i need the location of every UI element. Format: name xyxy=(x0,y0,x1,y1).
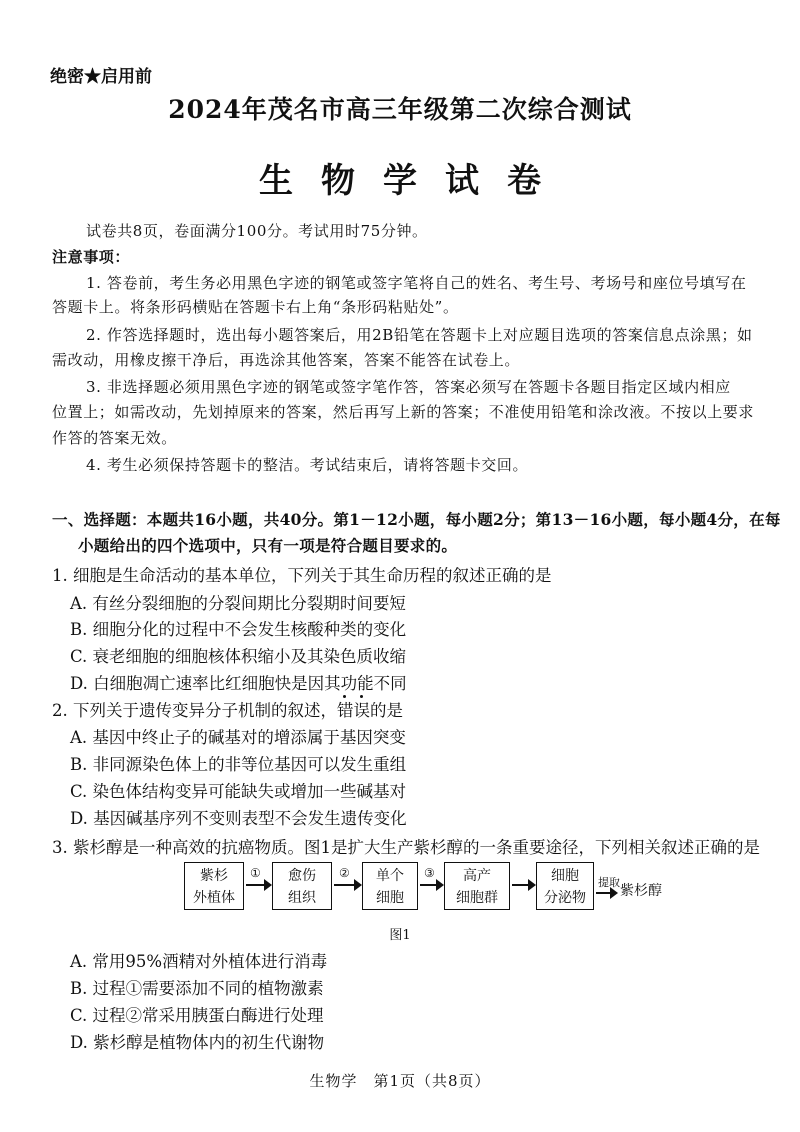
question-3-option-b: B. 过程①需要添加不同的植物激素 xyxy=(70,979,324,998)
step-1-label: ① xyxy=(250,866,261,880)
note-line: 作答的答案无效。 xyxy=(52,429,177,447)
arrow xyxy=(246,884,270,886)
confidential-label: 绝密★启用前 xyxy=(50,67,152,87)
question-1-option-a: A. 有丝分裂细胞的分裂间期比分裂期时间要短 xyxy=(70,594,406,613)
note-line: 2. 作答选择题时，选出每小题答案后，用2B铅笔在答题卡上对应题目选项的答案信息点涂黑；如 xyxy=(86,326,753,344)
note-line: 3. 非选择题必须用黑色字迹的钢笔或签字笔作答，答案必须写在答题卡各题目指定区域内相应 xyxy=(86,378,731,396)
taxol-product-label: 紫杉醇 xyxy=(620,883,662,899)
high-yield-cell-group-box: 高产 细胞群 xyxy=(444,862,510,910)
question-1-option-b: B. 细胞分化的过程中不会发生核酸种类的变化 xyxy=(70,620,407,639)
question-1-stem: 1. 细胞是生命活动的基本单位，下列关于其生命历程的叙述正确的是 xyxy=(52,566,552,585)
arrow xyxy=(420,884,442,886)
exam-title: 2024年茂名市高三年级第二次综合测试 xyxy=(168,95,632,124)
emphasis-word: 错误 xyxy=(337,701,370,720)
section-heading-cont: 小题给出的四个选项中，只有一项是符合题目要求的。 xyxy=(78,536,458,555)
question-1-option-d: D. 白细胞凋亡速率比红细胞快是因其功能不同 xyxy=(70,674,407,693)
section-heading: 一、选择题：本题共16小题，共40分。第1－12小题，每小题2分；第13－16小题，每小题4分，在每 xyxy=(52,510,781,529)
page-footer: 生物学 第1页（共8页） xyxy=(309,1072,491,1090)
question-2-option-a: A. 基因中终止子的碱基对的增添属于基因突变 xyxy=(70,728,406,747)
notes-heading: 注意事项： xyxy=(52,248,131,266)
note-line: 1. 答卷前，考生务必用黑色字迹的钢笔或签字笔将自己的姓名、考生号、考场号和座位号填写在 xyxy=(86,274,747,292)
note-line: 位置上；如需改动，先划掉原来的答案，然后再写上新的答案；不准使用铅笔和涂改液。不按以上要求 xyxy=(52,403,755,421)
note-line: 答题卡上。将条形码横贴在答题卡右上角“条形码粘贴处”。 xyxy=(52,298,459,316)
emphasis-dot xyxy=(360,695,363,698)
single-cell-box: 单个 细胞 xyxy=(362,862,418,910)
exam-intro: 试卷共8页，卷面满分100分。考试用时75分钟。 xyxy=(86,222,428,240)
question-3-option-c: C. 过程②常采用胰蛋白酶进行处理 xyxy=(70,1006,324,1025)
subject-title: 生物学试卷 xyxy=(259,161,569,201)
figure-caption: 图1 xyxy=(389,928,411,943)
cell-secretion-box: 细胞 分泌物 xyxy=(536,862,594,910)
question-2-stem-tail: 的是 xyxy=(370,701,403,720)
step-2-label: ② xyxy=(339,866,350,880)
arrow xyxy=(334,884,360,886)
arrow xyxy=(596,892,616,894)
step-3-label: ③ xyxy=(424,866,435,880)
question-2-option-c: C. 染色体结构变异可能缺失或增加一些碱基对 xyxy=(70,782,407,801)
arrow xyxy=(512,884,534,886)
emphasis-dot xyxy=(343,695,346,698)
callus-box: 愈伤 组织 xyxy=(272,862,332,910)
question-2-stem xyxy=(52,697,403,721)
note-line: 4. 考生必须保持答题卡的整洁。考试结束后，请将答题卡交回。 xyxy=(86,456,529,474)
question-1-option-c: C. 衰老细胞的细胞核体积缩小及其染色质收缩 xyxy=(70,647,407,666)
note-line: 需改动，用橡皮擦干净后，再选涂其他答案，答案不能答在试卷上。 xyxy=(52,351,521,369)
question-2-stem-text: 2. 下列关于遗传变异分子机制的叙述， xyxy=(52,701,337,720)
extract-label: 提取 xyxy=(598,876,620,889)
taxol-production-diagram xyxy=(184,862,684,918)
explant-box: 紫杉 外植体 xyxy=(184,862,244,910)
question-3-option-d: D. 紫杉醇是植物体内的初生代谢物 xyxy=(70,1033,325,1052)
question-2-option-b: B. 非同源染色体上的非等位基因可以发生重组 xyxy=(70,755,407,774)
question-3-option-a: A. 常用95%酒精对外植体进行消毒 xyxy=(70,952,328,971)
question-2-option-d: D. 基因碱基序列不变则表型不会发生遗传变化 xyxy=(70,809,407,828)
question-3-stem: 3. 紫杉醇是一种高效的抗癌物质。图1是扩大生产紫杉醇的一条重要途径，下列相关叙述正确的是 xyxy=(52,838,760,857)
